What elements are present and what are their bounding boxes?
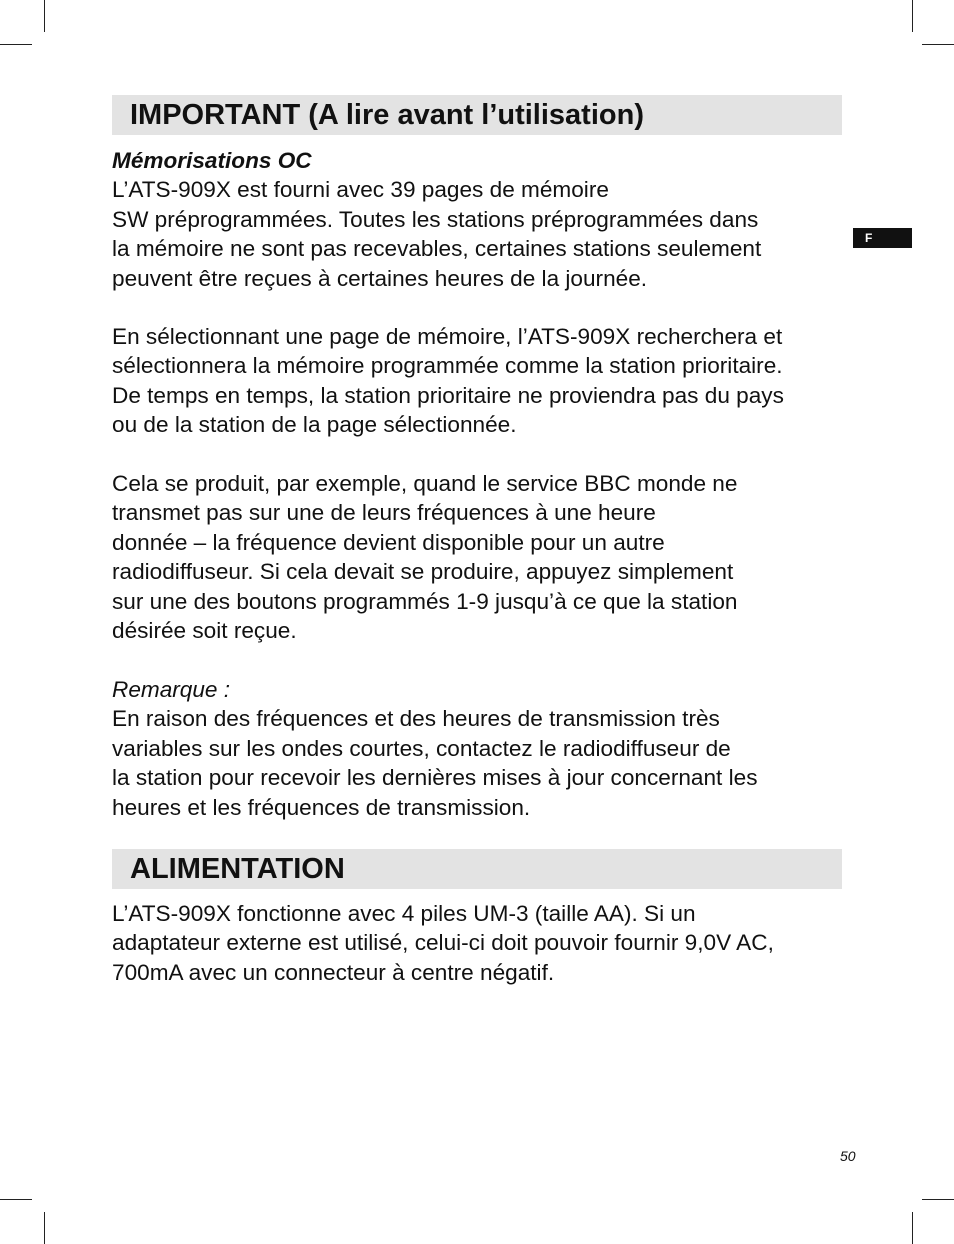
page-number: 50	[840, 1148, 856, 1164]
crop-mark-bottom-right-horizontal	[922, 1199, 954, 1200]
remark-line-2: variables sur les ondes courtes, contactez le radiodiffuseur de	[112, 735, 731, 761]
para2-line-2: sélectionnera la mémoire programmée comme la station prioritaire.	[112, 353, 783, 379]
crop-mark-top-left-vertical	[44, 0, 45, 32]
para3-line-6: désirée soit reçue.	[112, 618, 297, 644]
important-section-header	[112, 95, 842, 135]
alimentation-line-3: 700mA avec un connecteur à centre négatif.	[112, 959, 555, 985]
important-paragraph-2	[112, 322, 847, 440]
important-paragraph-3	[112, 469, 847, 645]
important-subheading-block	[112, 146, 847, 293]
important-title: IMPORTANT (A lire avant l’utilisation)	[130, 99, 644, 131]
memorisations-subheading: Mémorisations OC	[112, 148, 312, 173]
alimentation-title: ALIMENTATION	[130, 853, 345, 885]
para1-line-4: peuvent être reçues à certaines heures de la journée.	[112, 265, 648, 291]
language-tab	[853, 228, 912, 248]
para3-line-2: transmet pas sur une de leurs fréquences à une heure	[112, 500, 656, 526]
para1-line-3: la mémoire ne sont pas recevables, certaines stations seulement	[112, 236, 762, 262]
crop-mark-top-left-horizontal	[0, 44, 32, 45]
remark-line-4: heures et les fréquences de transmission.	[112, 794, 531, 820]
para3-line-5: sur une des boutons programmés 1-9 jusqu’à ce que la station	[112, 588, 738, 614]
para3-line-4: radiodiffuseur. Si cela devait se produire, appuyez simplement	[112, 559, 734, 585]
para2-line-3: De temps en temps, la station prioritaire ne proviendra pas du pays	[112, 382, 784, 408]
alimentation-paragraph	[112, 899, 847, 987]
alimentation-section-header	[112, 849, 842, 889]
remark-line-3: la station pour recevoir les dernières mises à jour concernant les	[112, 765, 758, 791]
para3-line-3: donnée – la fréquence devient disponible pour un autre	[112, 529, 665, 555]
para1-line-2: SW préprogrammées. Toutes les stations préprogrammées dans	[112, 206, 759, 232]
crop-mark-top-right-horizontal	[922, 44, 954, 45]
para2-line-4: ou de la station de la page sélectionnée.	[112, 412, 517, 438]
para3-line-1: Cela se produit, par exemple, quand le service BBC monde ne	[112, 471, 738, 496]
alimentation-line-1: L’ATS-909X fonctionne avec 4 piles UM-3 (taille AA). Si un	[112, 901, 696, 926]
para2-line-1: En sélectionnant une page de mémoire, l’ATS-909X recherchera et	[112, 324, 783, 349]
crop-mark-bottom-left-vertical	[44, 1212, 45, 1244]
crop-mark-bottom-right-vertical	[912, 1212, 913, 1244]
remark-block	[112, 675, 847, 822]
remark-label: Remarque :	[112, 677, 231, 702]
crop-mark-bottom-left-horizontal	[0, 1199, 32, 1200]
language-tab-label: F	[865, 231, 873, 245]
crop-mark-top-right-vertical	[912, 0, 913, 32]
para1-line-1: L’ATS-909X est fourni avec 39 pages de mémoire	[112, 177, 609, 203]
alimentation-line-2: adaptateur externe est utilisé, celui-ci doit pouvoir fournir 9,0V AC,	[112, 930, 774, 956]
remark-line-1: En raison des fréquences et des heures de transmission très	[112, 706, 720, 732]
